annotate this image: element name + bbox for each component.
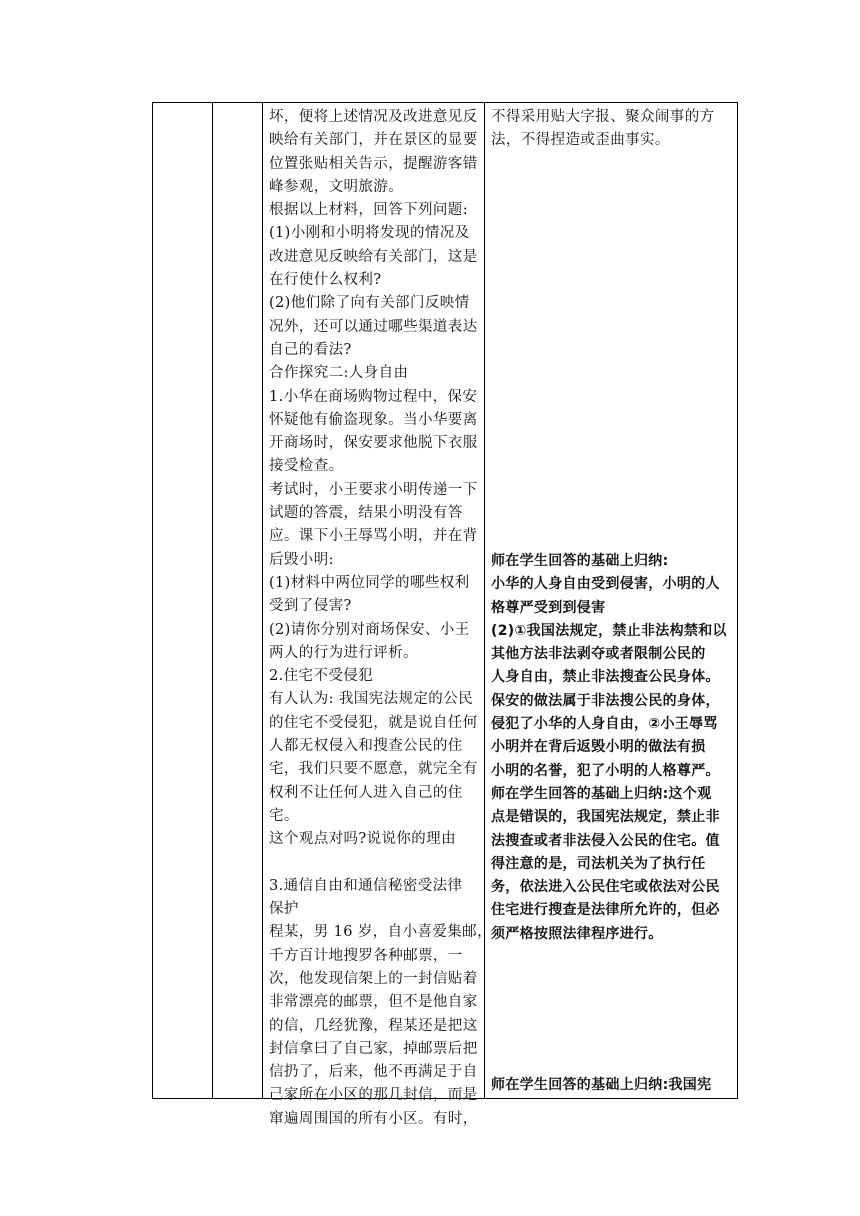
text-line: (1)材料中两位同学的哪些权利 bbox=[269, 574, 470, 591]
text-line: 1.小华在商场购物过程中，保安 bbox=[269, 388, 478, 405]
text-line: 非常漂亮的邮票，但不是他自家 bbox=[269, 994, 478, 1011]
text-line: 自己的看法? bbox=[269, 341, 352, 358]
text-line: 的住宅不受侵犯，就是说自任何 bbox=[269, 714, 478, 731]
summary-line: 须严格按照法律程序进行。 bbox=[491, 925, 663, 942]
teacher-summary-block bbox=[491, 550, 727, 946]
text-line: 宅，我们只要不愿意，就完全有 bbox=[269, 761, 478, 778]
text-line: 试题的答震，结果小明没有答 bbox=[269, 505, 463, 522]
summary-line: 师在学生回答的基础上归纳: bbox=[491, 553, 669, 569]
text-line: 不得采用贴大字报、聚众闹事的方 bbox=[491, 109, 715, 125]
text-line: 法，不得捏造或歪曲事实。 bbox=[491, 132, 670, 149]
text-line: 封信拿曰了自己家，掉邮票后把 bbox=[269, 1040, 478, 1057]
summary-line: 住宅进行搜查是法律所允许的，但必 bbox=[491, 902, 720, 919]
text-line: 根据以上材料，回答下列问题: bbox=[269, 202, 468, 219]
summary-line: 小明并在背后返毁小明的做法有损 bbox=[491, 739, 706, 756]
teacher-summary-column bbox=[491, 106, 727, 1093]
text-line: 权利不让任何人进入自己的住 bbox=[269, 784, 463, 801]
summary-line: 点是错误的，我国宪法规定，禁止非 bbox=[491, 809, 720, 826]
summary-line: 其他方法非法剥夺或者限制公民的 bbox=[491, 646, 706, 663]
text-line: 3.通信自由和通信秘密受法律 bbox=[269, 877, 463, 894]
summary-line: 务，依法进入公民住宅或依法对公民 bbox=[491, 879, 720, 896]
text-line: 合作探究二:人身自由 bbox=[269, 365, 409, 382]
column-divider-1 bbox=[212, 103, 213, 1098]
column-divider-2 bbox=[262, 103, 263, 1098]
text-line: 在行使什么权利? bbox=[269, 272, 382, 289]
text-line: 两人的行为进行评析。 bbox=[269, 644, 418, 661]
right-top-text bbox=[491, 106, 715, 153]
student-activity-column bbox=[269, 106, 492, 1131]
text-line: 己家所在小区的那几封信，而是 bbox=[269, 1087, 478, 1104]
text-line: 千方百计地搜罗各种邮票，一 bbox=[269, 947, 463, 964]
text-line: 受到了侵害? bbox=[269, 598, 352, 615]
text-line: 考试时，小王要求小明传递一下 bbox=[269, 481, 478, 498]
summary-line: 师在学生回答的基础上归纳:这个观 bbox=[491, 785, 712, 802]
text-line: 这个观点对吗?说说你的理由 bbox=[269, 831, 456, 848]
text-line: 宅。 bbox=[269, 807, 299, 824]
text-line: 后毁小明: bbox=[269, 551, 334, 568]
text-line bbox=[269, 852, 492, 875]
text-line: 保护 bbox=[269, 901, 299, 918]
text-line: 改进意见反映给有关部门，这是 bbox=[269, 248, 478, 265]
summary-line: 小明的名誉，犯了小明的人格尊严。 bbox=[491, 762, 720, 779]
summary-line: 格尊严受到到侵害 bbox=[491, 599, 606, 616]
text-line: 人都无权侵入和搜查公民的住 bbox=[269, 738, 463, 755]
text-line: 位置张贴相关告示，提醒游客错 bbox=[269, 155, 478, 172]
text-line: 怀疑他有偷盗现象。当小华要离 bbox=[269, 411, 478, 428]
text-line: 映给有关部门，并在景区的显要 bbox=[269, 132, 478, 149]
summary-line: (2)①我国法规定，禁止非法构禁和以 bbox=[491, 622, 727, 639]
summary-line: 小华的人身自由受到侵害，小明的人 bbox=[491, 576, 720, 593]
teacher-summary-bottom: 师在学生回答的基础上归纳:我国宪 bbox=[491, 1077, 712, 1093]
text-line: (1)小刚和小明将发现的情况及 bbox=[269, 225, 470, 242]
summary-line: 得注意的是，司法机关为了执行任 bbox=[491, 855, 706, 872]
summary-line: 法搜查或者非法侵入公民的住宅。值 bbox=[491, 832, 720, 849]
text-line: 坏，便将上述情况及改进意见反 bbox=[269, 109, 478, 125]
text-line: (2)他们除了向有关部门反映情 bbox=[269, 295, 470, 312]
summary-line: 侵犯了小华的人身自由，②小王辱骂 bbox=[491, 716, 718, 733]
text-line: 况外，还可以通过哪些渠道表达 bbox=[269, 318, 478, 335]
text-line: 的信，几经犹豫，程某还是把这 bbox=[269, 1017, 478, 1034]
text-line: 开商场时，保安要求他脱下衣服 bbox=[269, 435, 478, 452]
summary-line: 人身自由，禁止非法搜查公民身体。 bbox=[491, 669, 720, 686]
text-line: 应。课下小王辱骂小明，并在背 bbox=[269, 528, 478, 545]
text-line: 2.住宅不受侵犯 bbox=[269, 668, 374, 685]
text-line: (2)请你分别对商场保安、小王 bbox=[269, 621, 470, 638]
text-line: 窜遍周围国的所有小区。有时， bbox=[269, 1110, 478, 1127]
lesson-table bbox=[152, 102, 738, 1127]
text-line: 接受检查。 bbox=[269, 458, 344, 475]
text-line: 次，他发现信架上的一封信贴着 bbox=[269, 970, 478, 987]
summary-line: 保安的做法属于非法搜公民的身体， bbox=[491, 692, 720, 709]
text-line: 峰参观，文明旅游。 bbox=[269, 178, 404, 195]
text-line: 有人认为: 我国宪法规定的公民 bbox=[269, 691, 473, 708]
text-line: 程某，男 16 岁，自小喜爱集邮， bbox=[269, 924, 492, 941]
text-line: 信扔了，后来，他不再满足于自 bbox=[269, 1064, 478, 1081]
